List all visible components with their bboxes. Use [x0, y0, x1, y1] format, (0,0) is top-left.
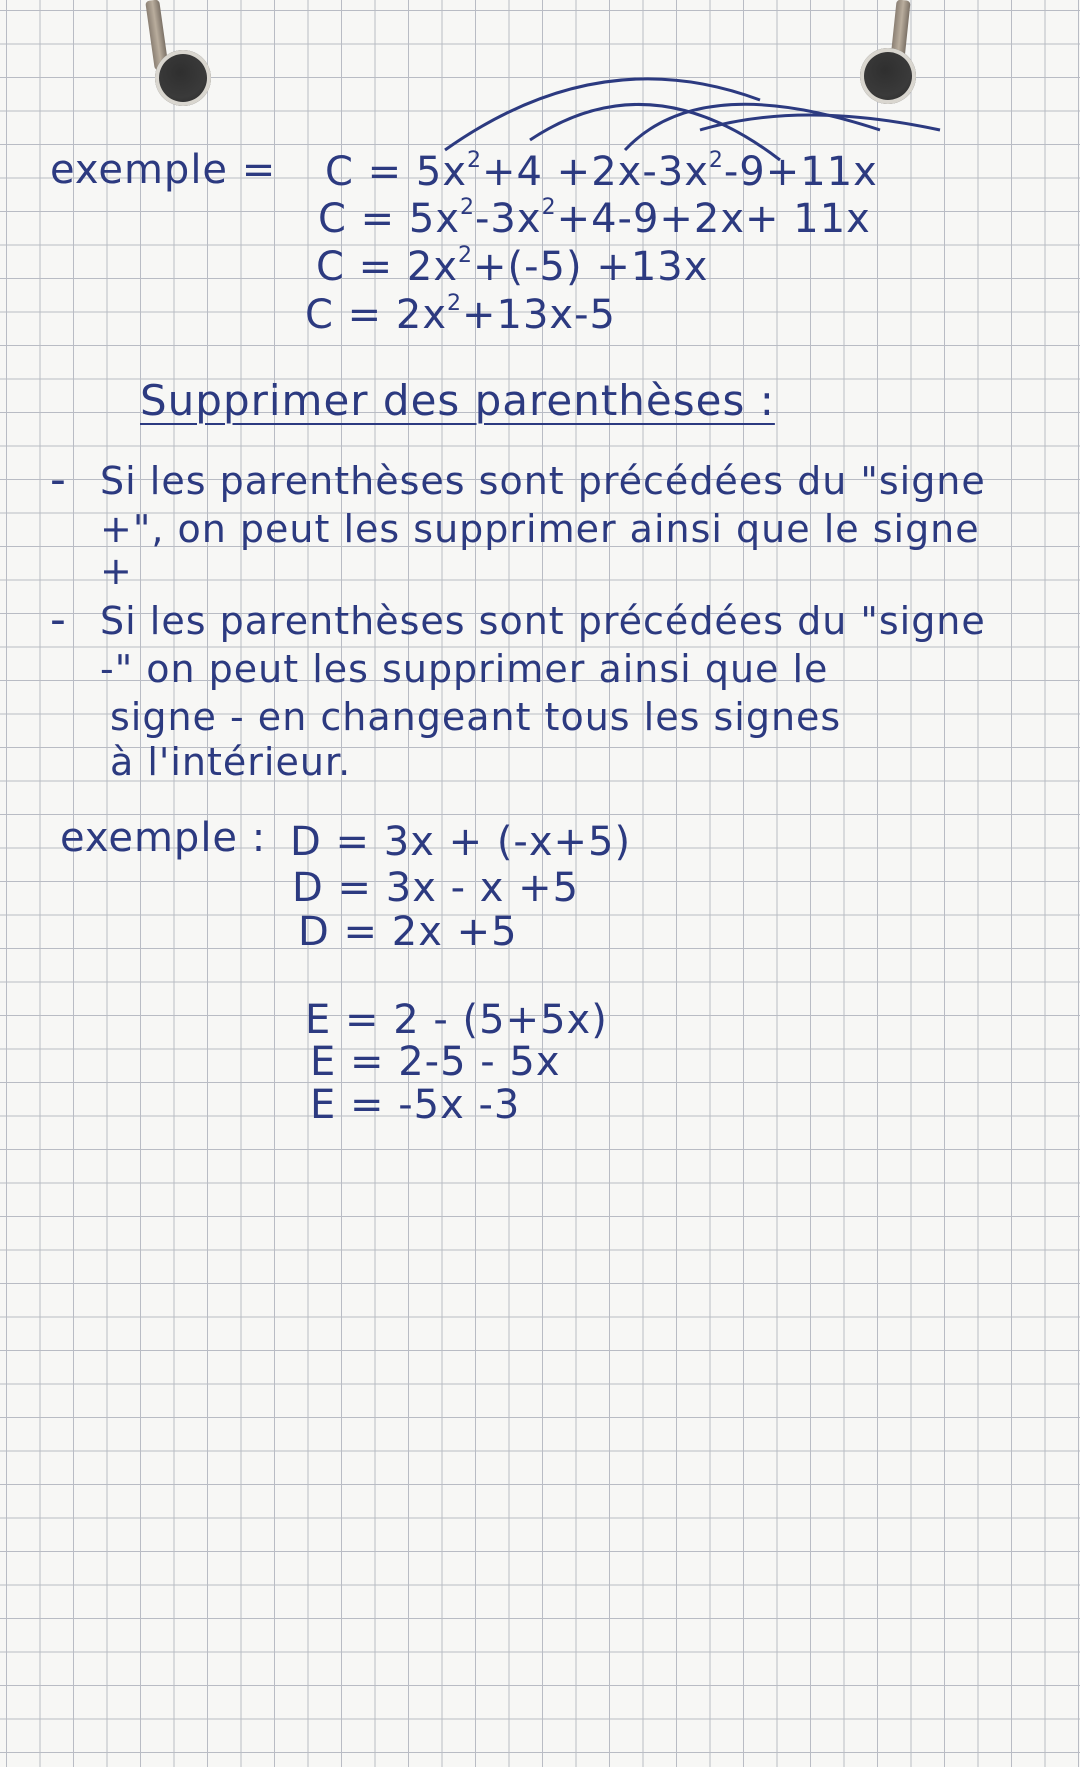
example-e-line-3: E = -5x -3	[310, 1082, 521, 1128]
line-part: +13x-5	[462, 292, 616, 338]
example-d-line-2: D = 3x - x +5	[292, 865, 580, 911]
rule-1-line-3: +	[100, 549, 133, 593]
example-d-line-3: D = 2x +5	[298, 909, 518, 955]
example-c-line-2	[318, 195, 871, 242]
section-heading: Supprimer des parenthèses :	[140, 376, 775, 425]
example-e-line-2: E = 2-5 - 5x	[310, 1039, 561, 1085]
rule-2-bullet: -	[50, 594, 67, 645]
line-part: +(-5) +13x	[473, 244, 709, 290]
rule-1-line-1: Si les parenthèses sont précédées du "signe	[100, 459, 986, 503]
exponent: 2	[447, 291, 462, 316]
line-part: +4 +2x-3x	[482, 149, 709, 195]
exponent: 2	[460, 195, 475, 220]
exponent: 2	[708, 148, 724, 173]
example-e-line-1: E = 2 - (5+5x)	[305, 997, 608, 1043]
example-d-line-1: D = 3x + (-x+5)	[290, 819, 632, 865]
example-c-label: exemple =	[50, 147, 277, 193]
exponent: 2	[458, 243, 473, 268]
line-part: C = 5x	[325, 149, 467, 195]
rule-2-line-3: signe - en changeant tous les signes	[110, 695, 842, 739]
line-part: -3x	[475, 196, 542, 242]
line-part: -9+11x	[723, 149, 878, 195]
rule-1-bullet: -	[50, 454, 67, 505]
exponent: 2	[541, 195, 557, 220]
example-c-line-1	[325, 148, 878, 195]
rule-2-line-4: à l'intérieur.	[110, 740, 352, 784]
example-d-label: exemple :	[60, 815, 267, 861]
rule-2-line-1: Si les parenthèses sont précédées du "signe	[100, 599, 986, 643]
line-part: C = 2x	[305, 292, 447, 338]
example-c-line-3	[316, 243, 709, 290]
exponent: 2	[467, 148, 482, 173]
line-part: +4-9+2x+ 11x	[556, 196, 871, 242]
rule-2-line-2: -" on peut les supprimer ainsi que le	[100, 647, 829, 691]
line-part: C = 5x	[318, 196, 460, 242]
example-c-line-4	[305, 291, 616, 338]
line-part: C = 2x	[316, 244, 458, 290]
rule-1-line-2: +", on peut les supprimer ainsi que le signe	[100, 507, 980, 551]
